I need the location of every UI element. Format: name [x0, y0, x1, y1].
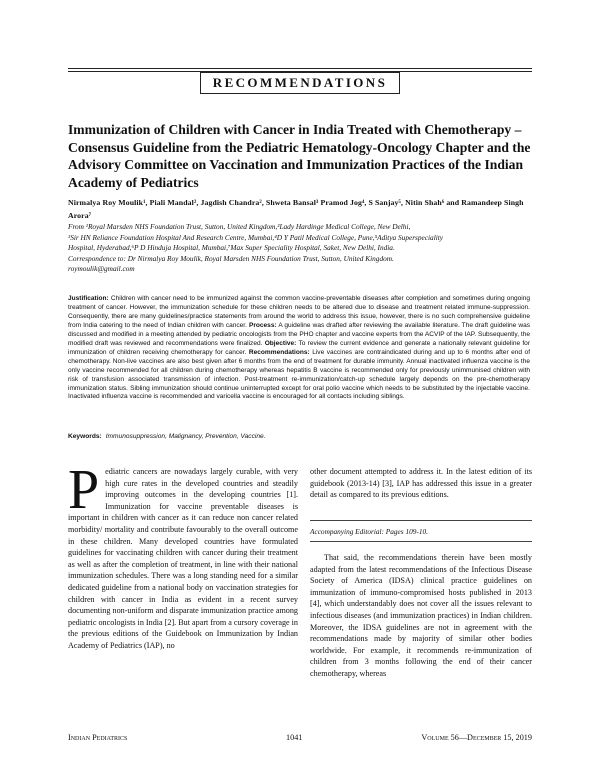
footer-journal: Indian Pediatrics — [68, 733, 128, 742]
keywords-text: Immunosuppression, Malignancy, Prevention, Vaccine. — [105, 433, 266, 440]
affiliations — [68, 222, 538, 275]
body-right-column — [310, 466, 532, 501]
affiliation-line: ³Sir HN Reliance Foundation Hospital And Research Centre, Mumbai,⁴D Y Patil Medical College, Pune,⁵Aditya Superspeciality — [68, 232, 444, 242]
abstract — [68, 295, 530, 402]
keywords-label: Keywords: — [68, 433, 102, 440]
abstract-objective: To review the current evidence and generate a nationally relevant guideline for immunization of children receiving chemotherapy for cancer. — [68, 339, 530, 356]
accompanying-editorial: Accompanying Editorial: Pages 109-10. — [310, 527, 428, 536]
article-title: Immunization of Children with Cancer in India Treated with Chemotherapy – Consensus Guideline from the Pediatric Hematology-Oncology Chapter and the Advisory Committee on Vaccination and Immunization Practices of the Indian Academy of Pediatrics — [68, 122, 531, 190]
abstract-process: A guideline was drafted after reviewing the available literature. The draft guideline was discussed and modified in a meeting attended by pediatric oncologists from the PHO chapter and vaccine experts from the ACVIP of the IAP. Subsequently, the modified draft was reviewed and recommendations were finalized. — [68, 321, 530, 347]
body-left-column — [68, 459, 298, 652]
right-paragraph-2: That said, the recommendations therein have been mostly adapted from the latest recommendations of the Infectious Disease Society of America (IDSA) clinical practice guidelines on immunization of immuno-compromised hosts published in 2013 [4], which understandably does not cover all the issues relevant to infectious diseases (and immunization practices) in Indian children. Moreover, the IDSA guidelines are not in agreement with the recommendations made by majority of similar other bodies worldwide. For example, it recommends re-immunization of children from 3 months following the end of their cancer chemotherapy, whereas — [310, 553, 532, 678]
correspondence-email[interactable]: roymoulik@gmail.com — [68, 264, 135, 274]
abstract-objective-label: Objective: — [264, 339, 297, 347]
affiliation-line: From ¹Royal Marsden NHS Foundation Trust, Sutton, United Kingdom,²Lady Hardinge Medical College, New Delhi, — [68, 222, 411, 231]
abstract-justification-label: Justification: — [68, 295, 109, 302]
drop-cap: P — [68, 459, 100, 521]
right-paragraph-1: other document attempted to address it. In the latest edition of its guidebook (2013-14) [3], IAP has addressed this issue in a greater detail as compared to its previous editions. — [310, 467, 532, 500]
author-list: Nirmalya Roy Moulik¹, Piali Mandal², Jagdish Chandra², Shweta Bansal³ Pramod Jog⁴, S Sanjay⁵, Nitin Shah⁶ and Ramandeep Singh Arora⁷ — [68, 198, 524, 220]
abstract-recommendations-label: Recommendations: — [248, 348, 310, 356]
footer-volume: Volume 56—December 15, 2019 — [421, 733, 532, 742]
section-label: RECOMMENDATIONS — [200, 72, 400, 94]
editorial-rule-bottom — [310, 541, 532, 542]
footer-page-number: 1041 — [286, 733, 303, 742]
keywords — [68, 432, 530, 441]
abstract-recommendations: Live vaccines are contraindicated during and up to 6 months after end of chemotherapy. Non-live vaccines are also best given after 6 months from the end of treatment for durable immunity. Annual inactivated influenza vaccine is the only vaccine recommended for all children during chemotherapy whereas hepatitis B vaccine is recommended only for previously unimmunised children with risk of transfusion associated transmission of infection. Post-treatment re-immunization/catch-up schedule largely depends on the pre-chemotherapy immunization status. Sibling immunization should continue uninterrupted except for oral polio vaccine which needs to be substituted by the injectable vaccine. Inactivated influenza vaccine is recommended and varicella vaccine is encouraged for all contacts including siblings. — [68, 348, 531, 401]
intro-text: ediatric cancers are nowadays largely curable, with very high cure rates in the developed countries and steadily improving outcomes in the developing countries [1]. Immunization for vaccine preventable diseases is important in children with cancer as it can reduce non cancer related morbidity/ mortality and contribute favourably to the overall outcome in these children. Many developed countries have formulated guidelines for vaccinating children with cancer during their treatment as well as after the completion of treatment, in line with their national immunization schedules. There was a long standing need for a similar dedicated guideline from a national body on vaccination strategies for children with cancer in India as evident in a recent survey documenting non-uniform and disparate immunization practice among pediatric oncologists in India [2]. But apart from a cursory coverage in the previous editions of the Guidebook on Immunization by Indian Academy of Pediatrics (IAP), no — [68, 467, 298, 650]
abstract-justification: Children with cancer need to be immunized against the common vaccine-preventable diseases after completion and sometimes during ongoing treatment of cancer. However, the immunization schedule for these children needs to be altered due to disease and treatment related immune-suppression. Consequently, there are many guidelines/practice statements from around the world to address this issue, however, there is no such comprehensive guideline from India catering to the need of Indian children with cancer. — [68, 295, 531, 329]
correspondence-line: Correspondence to: Dr Nirmalya Roy Moulik, Royal Marsden NHS Foundation Trust, Sutton, United Kingdom. — [68, 253, 394, 263]
editorial-rule-top — [310, 520, 532, 521]
affiliation-line: Hospital, Hyderabad,⁶P D Hinduja Hospital, Mumbai,⁷Max Super Speciality Hospital, Saket, New Delhi, India. — [68, 243, 395, 253]
abstract-process-label: Process: — [248, 321, 277, 329]
header-rule-top — [68, 68, 532, 69]
intro-paragraph — [68, 459, 298, 652]
body-right-column-lower — [310, 552, 532, 680]
